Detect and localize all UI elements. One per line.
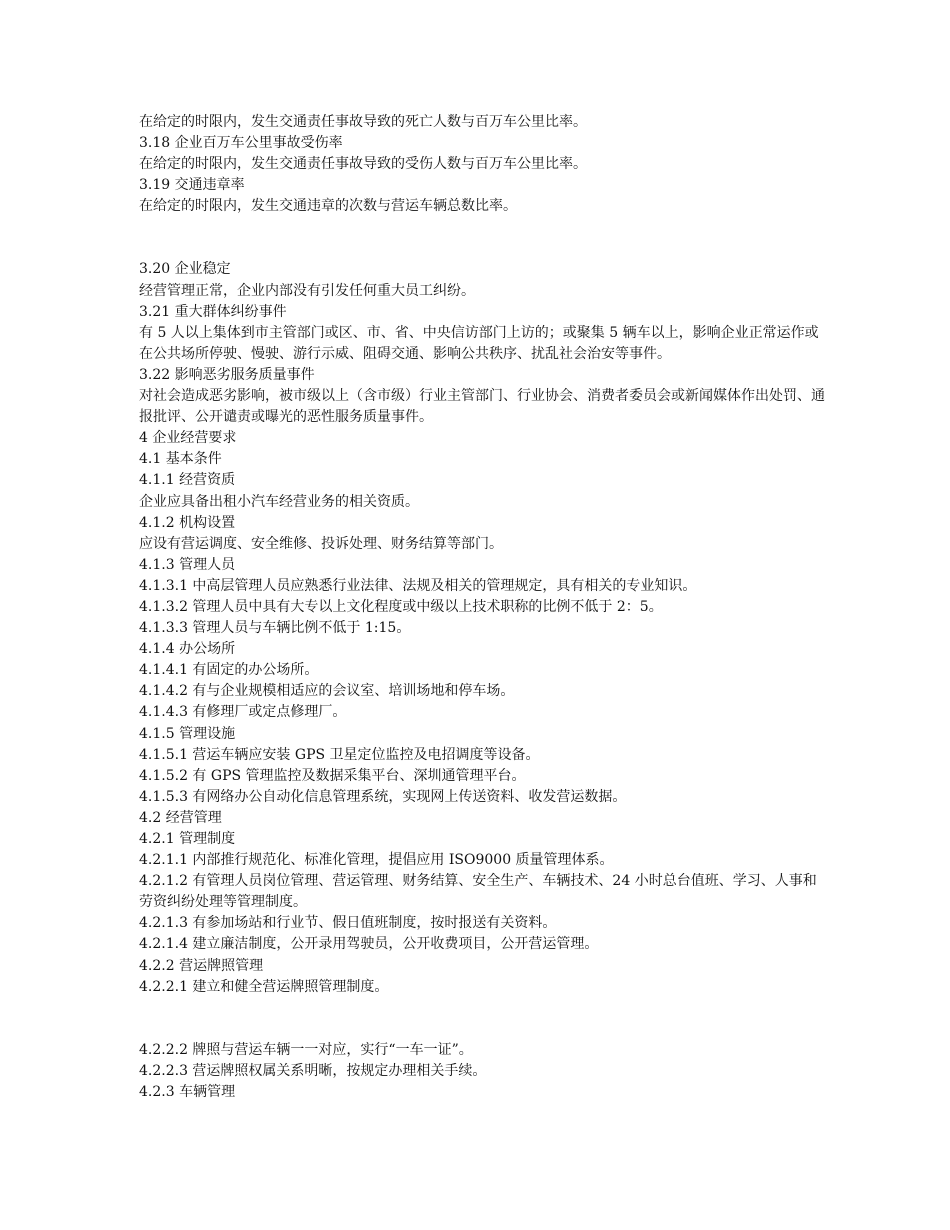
blank-gap bbox=[139, 217, 829, 259]
text-line: 4.1.5.3 有网络办公自动化信息管理系统，实现网上传送资料、收发营运数据。 bbox=[139, 788, 627, 805]
section-heading: 4.1.2 机构设置 bbox=[139, 514, 236, 531]
section-heading: 4.1.4 办公场所 bbox=[139, 641, 236, 658]
section-heading: 4.2 经营管理 bbox=[139, 809, 222, 826]
text-line: 4.2.2.1 建立和健全营运牌照管理制度。 bbox=[139, 978, 389, 995]
text-line: 企业应具备出租小汽车经营业务的相关资质。 bbox=[139, 493, 419, 510]
text-line: 4.1.4.2 有与企业规模相适应的会议室、培训场地和停车场。 bbox=[139, 683, 515, 700]
paragraph: 4.2.1.2 有管理人员岗位管理、营运管理、财务结算、安全生产、车辆技术、24 小时总台值班、学习、人事和劳资纠纷处理等管理制度。 bbox=[139, 873, 817, 911]
text-line: 4.1.5.1 营运车辆应安装 GPS 卫星定位监控及电招调度等设备。 bbox=[139, 746, 540, 763]
text-line: 4.1.3.1 中高层管理人员应熟悉行业法律、法规及相关的管理规定，具有相关的专业知识。 bbox=[139, 577, 697, 594]
text-line: 4.1.4.3 有修理厂或定点修理厂。 bbox=[139, 704, 347, 721]
text-line: 在给定的时限内，发生交通责任事故导致的死亡人数与百万车公里比率。 bbox=[139, 114, 587, 130]
paragraph: 有 5 人以上集体到市主管部门或区、市、省、中央信访部门上访的；或聚集 5 辆车以上，影响企业正常运作或在公共场所停驶、慢驶、游行示威、阻碍交通、影响公共秩序、扰乱社会治安等事件。 bbox=[139, 324, 819, 362]
text-line: 在给定的时限内，发生交通违章的次数与营运车辆总数比率。 bbox=[139, 198, 517, 215]
text-line: 在给定的时限内，发生交通责任事故导致的受伤人数与百万车公里比率。 bbox=[139, 156, 587, 173]
section-heading: 4.1.5 管理设施 bbox=[139, 725, 236, 742]
section-heading: 3.20 企业稳定 bbox=[139, 261, 231, 278]
text-line: 经营管理正常，企业内部没有引发任何重大员工纠纷。 bbox=[139, 282, 475, 299]
text-line: 4.1.4.1 有固定的办公场所。 bbox=[139, 662, 319, 679]
text-line: 4.1.3.2 管理人员中具有大专以上文化程度或中级以上技术职称的比例不低于 2：5。 bbox=[139, 598, 663, 615]
text-line: 应设有营运调度、安全维修、投诉处理、财务结算等部门。 bbox=[139, 535, 503, 552]
text-line: 4.1.5.2 有 GPS 管理监控及数据采集平台、深圳通管理平台。 bbox=[139, 767, 526, 784]
text-line: 4.2.1.1 内部推行规范化、标准化管理，提倡应用 ISO9000 质量管理体系。 bbox=[139, 852, 614, 869]
section-heading: 4.2.1 管理制度 bbox=[139, 831, 236, 847]
section-heading: 3.19 交通违章率 bbox=[139, 177, 245, 194]
section-heading: 3.18 企业百万车公里事故受伤率 bbox=[139, 135, 343, 152]
text-line: 4.2.1.3 有参加场站和行业节、假日值班制度，按时报送有关资料。 bbox=[139, 915, 557, 932]
section-heading: 4.2.3 车辆管理 bbox=[139, 1083, 236, 1100]
section-heading: 4 企业经营要求 bbox=[139, 430, 237, 447]
blank-gap bbox=[139, 998, 829, 1040]
text-line: 4.2.2.3 营运牌照权属关系明晰，按规定办理相关手续。 bbox=[139, 1062, 487, 1079]
section-heading: 4.1 基本条件 bbox=[139, 451, 222, 468]
text-line: 4.2.2.2 牌照与营运车辆一一对应，实行“一车一证”。 bbox=[139, 1041, 473, 1058]
section-heading: 4.1.3 管理人员 bbox=[139, 556, 236, 573]
document-page bbox=[139, 112, 829, 1103]
text-line: 4.2.1.4 建立廉洁制度，公开录用驾驶员，公开收费项目，公开营运管理。 bbox=[139, 936, 599, 953]
section-heading: 4.2.2 营运牌照管理 bbox=[139, 957, 264, 974]
text-line: 4.1.3.3 管理人员与车辆比例不低于 1:15。 bbox=[139, 620, 411, 637]
section-heading: 4.1.1 经营资质 bbox=[139, 472, 236, 489]
section-heading: 3.22 影响恶劣服务质量事件 bbox=[139, 366, 315, 383]
paragraph: 对社会造成恶劣影响，被市级以上（含市级）行业主管部门、行业协会、消费者委员会或新闻媒体作出处罚、通报批评、公开谴责或曝光的恶性服务质量事件。 bbox=[139, 388, 825, 426]
section-heading: 3.21 重大群体纠纷事件 bbox=[139, 303, 287, 320]
